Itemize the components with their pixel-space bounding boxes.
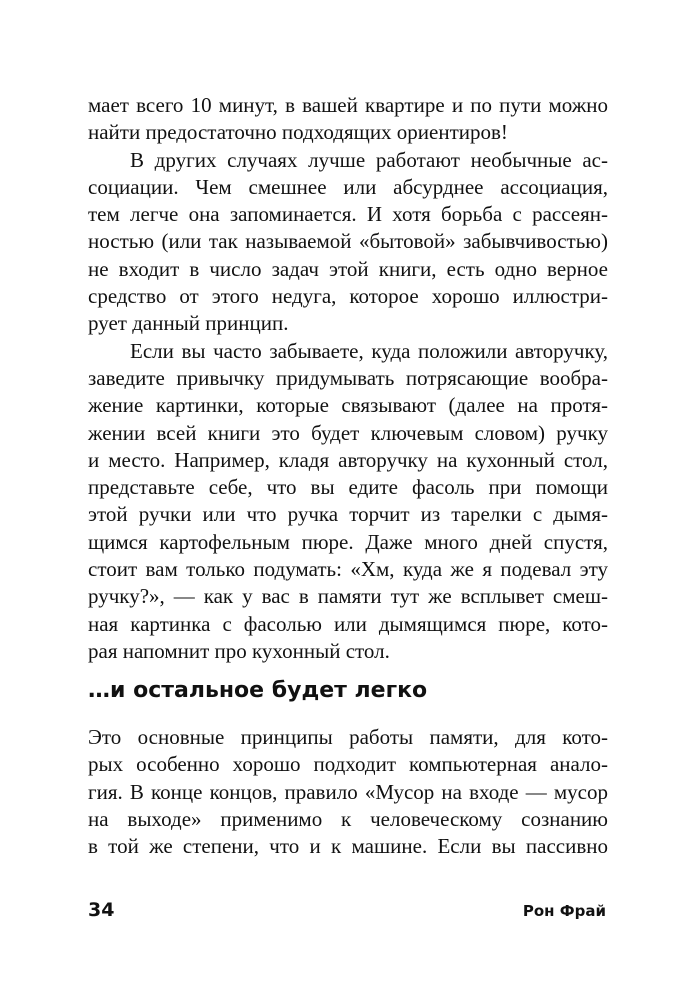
text-line: гия. В конце концов, правило «Мусор на входе — мусор bbox=[88, 779, 608, 804]
text-line: этой ручки или что ручка торчит из тарелки с дымя- bbox=[88, 502, 608, 527]
page-number: 34 bbox=[88, 899, 115, 921]
text-line: средство от этого недуга, которое хорошо иллюстри- bbox=[88, 284, 608, 309]
text-line: не входит в число задач этой книги, есть одно верное bbox=[88, 256, 608, 281]
section-paragraph bbox=[88, 724, 608, 860]
paragraph-3 bbox=[88, 338, 608, 666]
text-line: мает всего 10 минут, в вашей квартире и по пути можно bbox=[88, 93, 608, 117]
text-line: В других случаях лучше работают необычные ас- bbox=[130, 147, 608, 172]
text-line: жении всей книги это будет ключевым словом) ручку bbox=[88, 420, 608, 445]
text-line: представьте себе, что вы едите фасоль при помощи bbox=[88, 475, 608, 500]
text-line: ностью (или так называемой «бытовой» забывчивостью) bbox=[88, 229, 608, 254]
running-footer-author: Рон Фрай bbox=[522, 902, 606, 920]
paragraph-1 bbox=[88, 92, 608, 147]
text-line: найти предостаточно подходящих ориентиров! bbox=[88, 120, 508, 145]
section-heading: …и остальное будет легко bbox=[88, 678, 428, 703]
text-line: заведите привычку придумывать потрясающие вообра- bbox=[88, 365, 608, 390]
text-line: ручку?», — как у вас в памяти тут же всплывет смеш- bbox=[88, 584, 608, 609]
text-line: социации. Чем смешнее или абсурднее ассоциация, bbox=[88, 174, 608, 199]
paragraph-2 bbox=[88, 147, 608, 338]
text-line: на выходе» применимо к человеческому сознанию bbox=[88, 806, 608, 831]
text-line: рует данный принцип. bbox=[88, 311, 289, 336]
text-line: стоит вам только подумать: «Хм, куда же я подевал эту bbox=[88, 557, 608, 582]
text-line: рых особенно хорошо подходит компьютерная анало- bbox=[88, 752, 608, 777]
text-line: жение картинки, которые связывают (далее на протя- bbox=[88, 393, 608, 418]
text-line: Это основные принципы работы памяти, для кото- bbox=[88, 725, 608, 749]
text-line: рая напомнит про кухонный стол. bbox=[88, 638, 390, 663]
text-line: тем легче она запоминается. И хотя борьба с рассеян- bbox=[88, 202, 608, 227]
text-line: в той же степени, что и к машине. Если вы пассивно bbox=[88, 834, 608, 859]
text-line: ная картинка с фасолью или дымящимся пюре, кото- bbox=[88, 611, 608, 636]
text-line: Если вы часто забываете, куда положили авторучку, bbox=[130, 338, 608, 363]
text-line: щимся картофельным пюре. Даже много дней спустя, bbox=[88, 529, 608, 554]
text-line: и место. Например, кладя авторучку на кухонный стол, bbox=[88, 447, 608, 472]
